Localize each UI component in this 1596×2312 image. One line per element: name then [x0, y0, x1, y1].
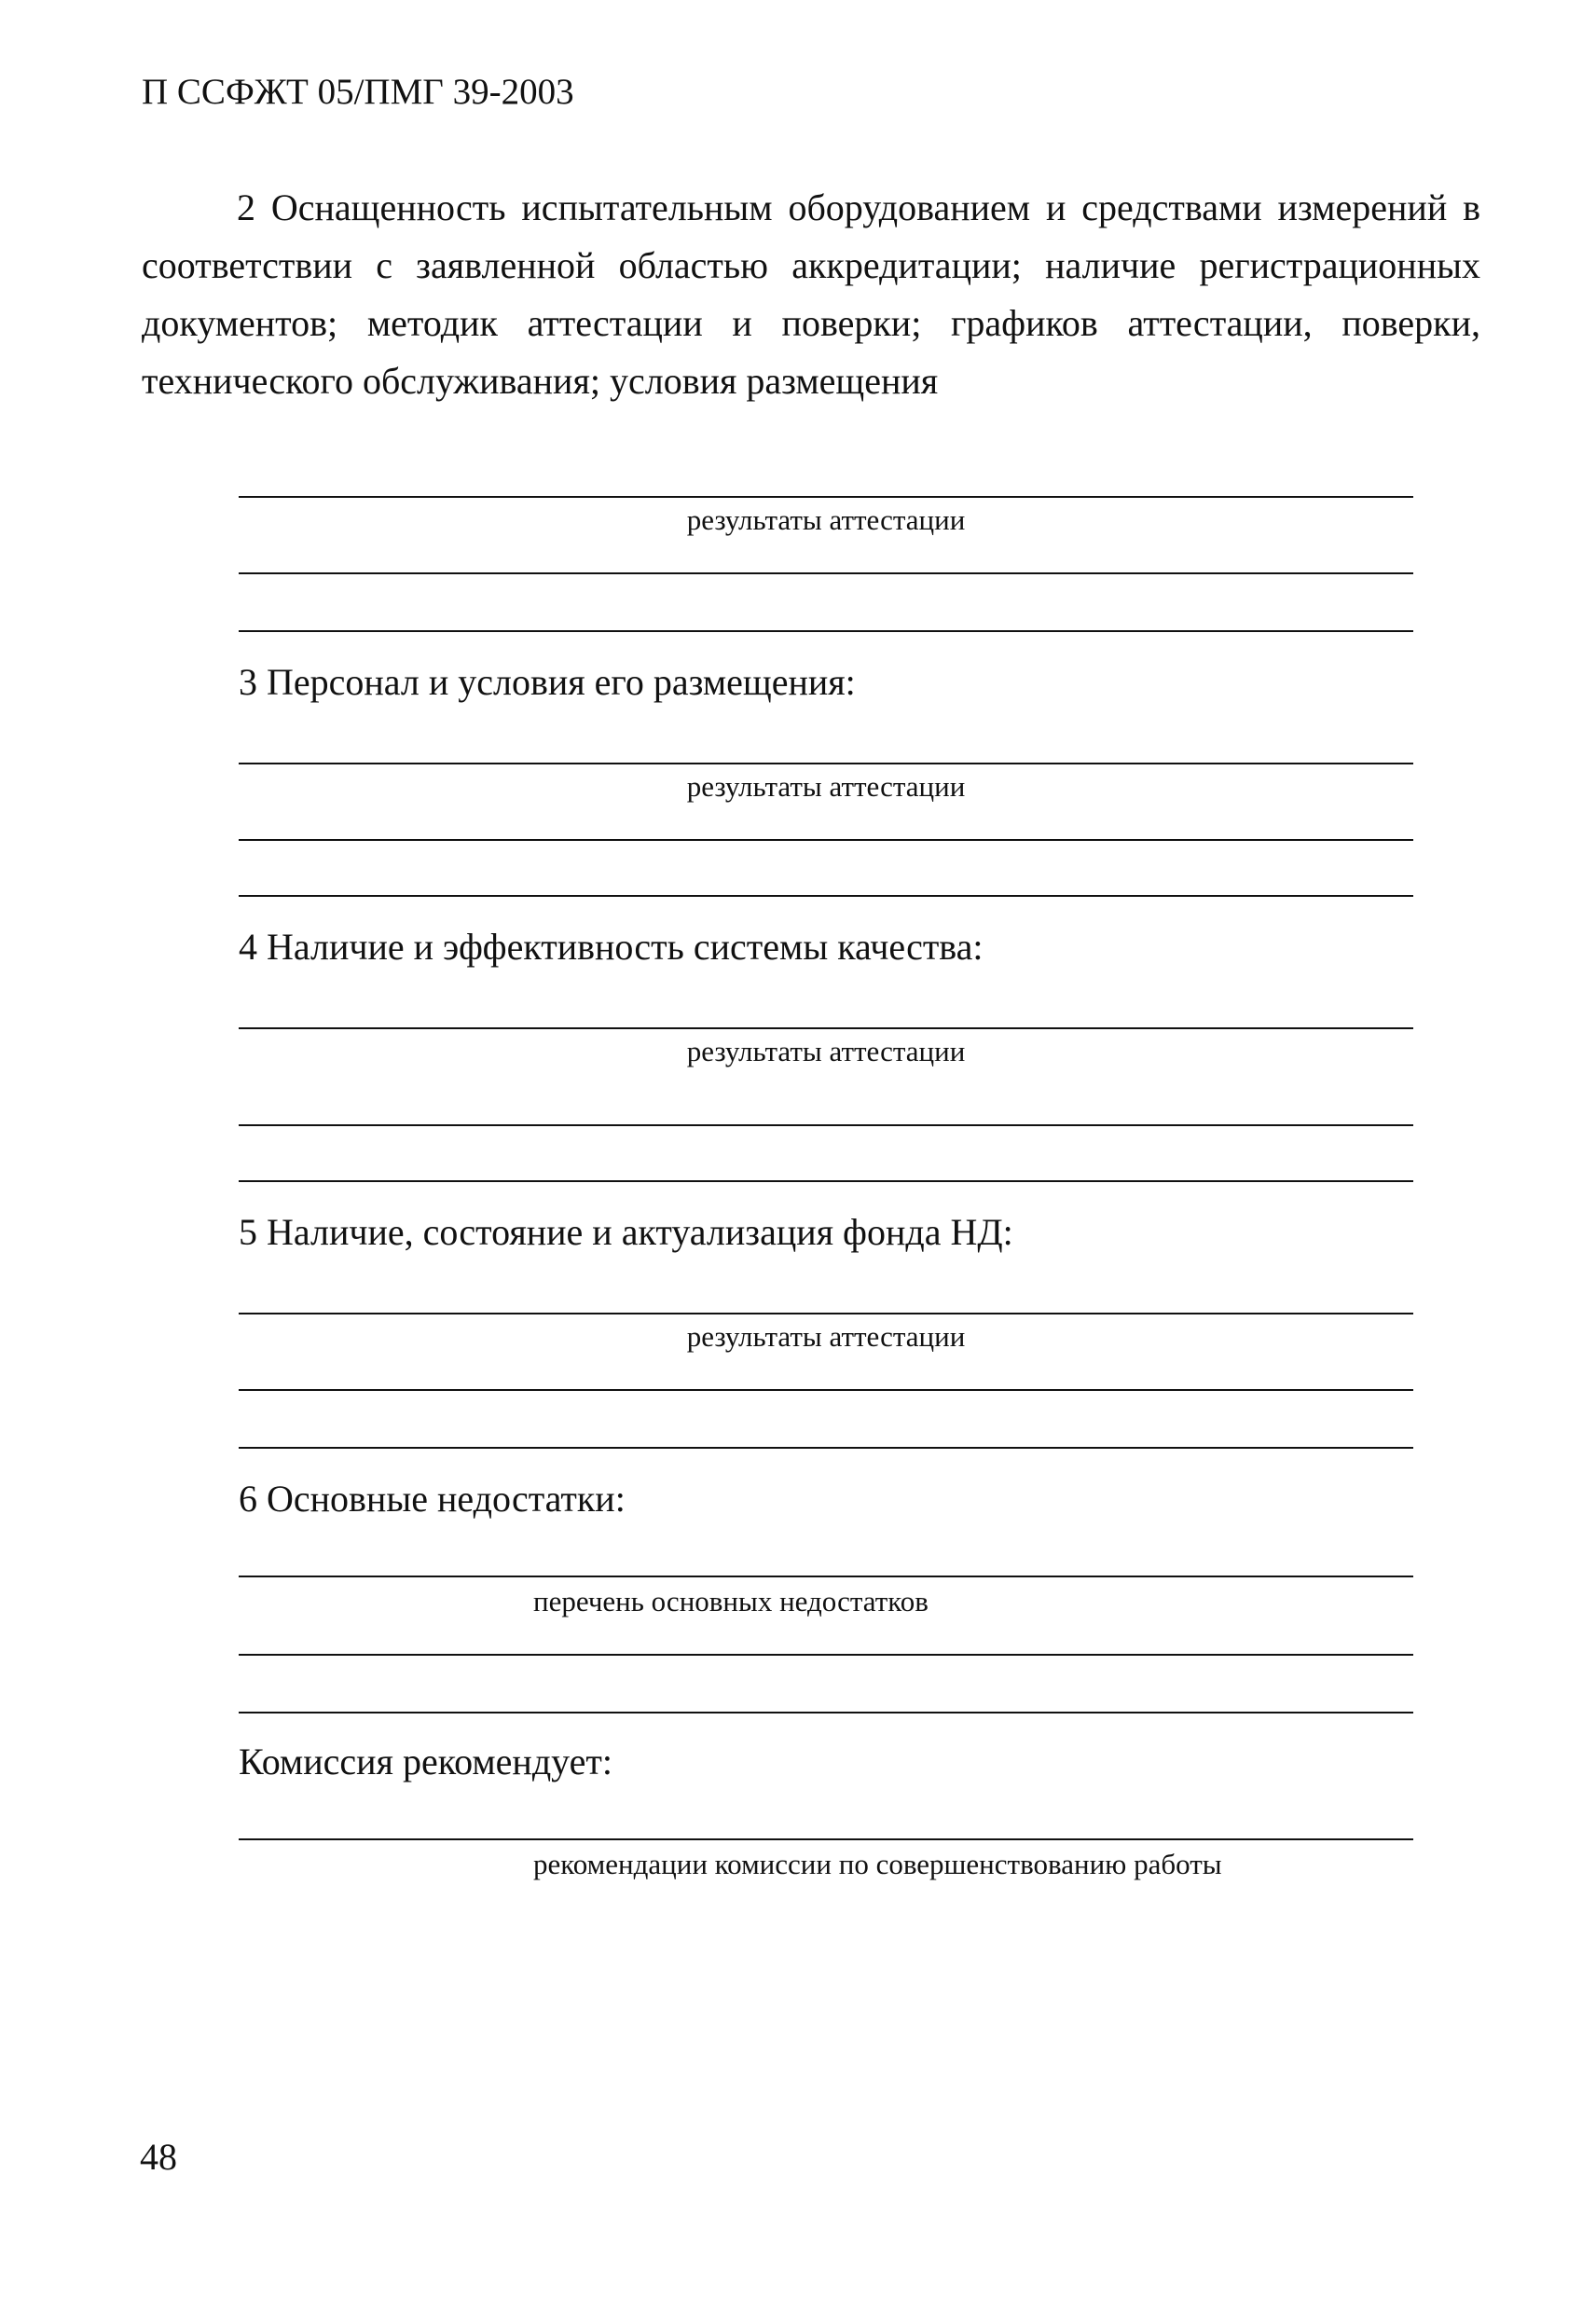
fill-line [239, 1838, 1413, 1840]
fill-line [239, 630, 1413, 632]
fill-line [239, 1124, 1413, 1126]
section-6-caption: перечень основных недостатков [533, 1585, 929, 1617]
document-code-header: П ССФЖТ 05/ПМГ 39-2003 [142, 72, 574, 112]
fill-line [239, 1712, 1413, 1713]
section-5-caption: результаты аттестации [686, 1320, 966, 1353]
page-number: 48 [140, 2136, 177, 2178]
commission-caption: рекомендации комиссии по совершенствованию работы [533, 1848, 1222, 1880]
fill-line [239, 763, 1413, 764]
fill-line [239, 1313, 1413, 1314]
section-4-caption: результаты аттестации [686, 1035, 966, 1067]
fill-line [239, 572, 1413, 574]
section-6-heading: 6 Основные недостатки: [239, 1478, 626, 1520]
section-2-paragraph: 2 Оснащенность испытательным оборудованием и средствами измерений в соответствии с заявленной областью аккредитации; наличие регистрационных документов; методик аттестации и поверки; графиков аттестации, поверки, технического обслуживания; условия размещения [142, 186, 1480, 402]
fill-line [239, 1027, 1413, 1029]
commission-heading: Комиссия рекомендует: [239, 1741, 612, 1782]
fill-line [239, 895, 1413, 897]
fill-line [239, 496, 1413, 498]
fill-line [239, 1576, 1413, 1577]
section-3-heading: 3 Персонал и условия его размещения: [239, 661, 856, 703]
section-5-heading: 5 Наличие, состояние и актуализация фонда НД: [239, 1211, 1013, 1253]
section-3-caption: результаты аттестации [686, 770, 966, 803]
fill-line [239, 1389, 1413, 1391]
fill-line [239, 1180, 1413, 1182]
fill-line [239, 1447, 1413, 1449]
section-4-heading: 4 Наличие и эффективность системы качества: [239, 926, 984, 968]
section-2-caption: результаты аттестации [686, 503, 966, 536]
fill-line [239, 1654, 1413, 1656]
fill-line [239, 839, 1413, 841]
